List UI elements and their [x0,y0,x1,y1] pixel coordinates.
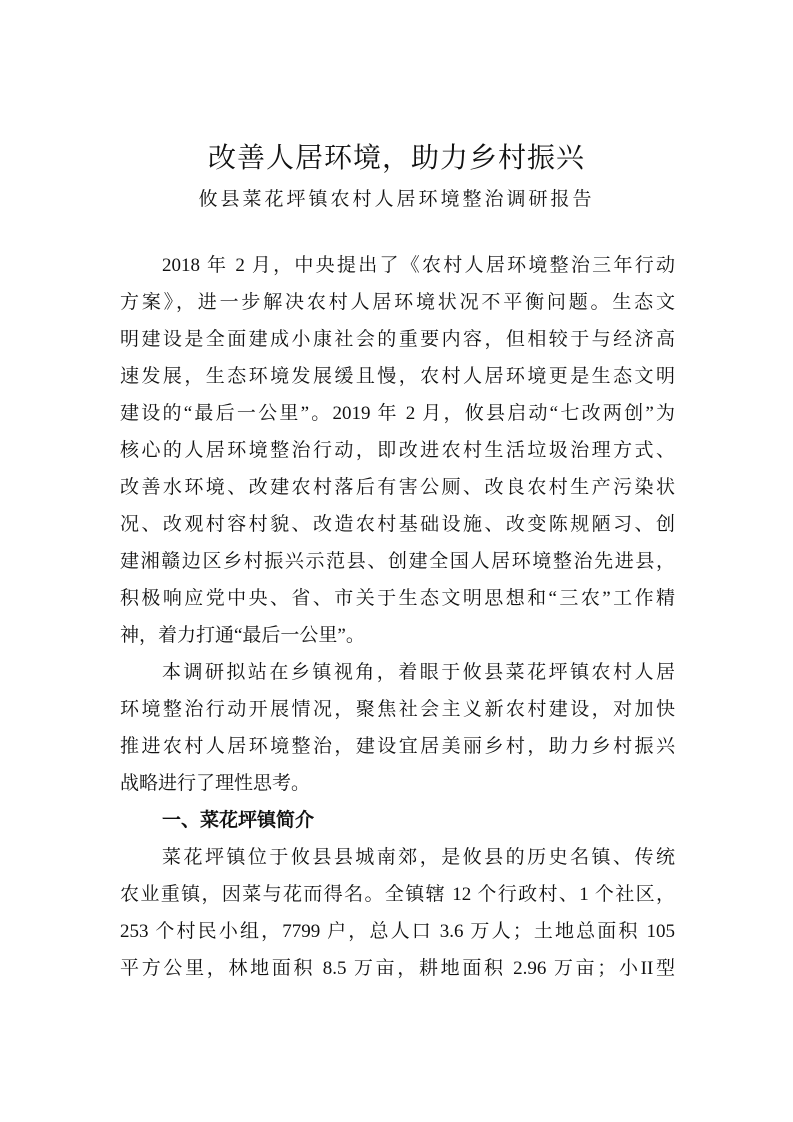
text-line: 神，着力打通“最后一公里”。 [120,625,365,646]
text-line: 方案》，进一步解决农村人居环境状况不平衡问题。生态文 [120,292,675,313]
text-line: 速发展，生态环境发展缓且慢，农村人居环境更是生态文明 [120,366,675,387]
text-line: 明建设是全面建成小康社会的重要内容，但相较于与经济高 [120,329,675,350]
text-line: 本调研拟站在乡镇视角，着眼于攸县菜花坪镇农村人居 [162,662,675,683]
text-line: 改善水环境、改建农村落后有害公厕、改良农村生产污染状 [120,477,675,498]
text-line: 建湘赣边区乡村振兴示范县、创建全国人居环境整治先进县， [120,551,675,572]
text-line: 环境整治行动开展情况，聚焦社会主义新农村建设，对加快 [120,699,675,720]
section-heading: 一、菜花坪镇简介 [162,810,315,831]
text-line: 平方公里，林地面积 8.5 万亩，耕地面积 2.96 万亩；小II型 [120,958,675,979]
text-line: 况、改观村容村貌、改造农村基础设施、改变陈规陋习、创 [120,514,675,535]
text-line: 积极响应党中央、省、市关于生态文明思想和“三农”工作精 [120,588,675,609]
text-line: 253 个村民小组，7799 户，总人口 3.6 万人；土地总面积 105 [120,921,675,942]
text-line: 战略进行了理性思考。 [120,773,311,794]
text-line: 建设的“最后一公里”。2019 年 2 月，攸县启动“七改两创”为 [120,403,675,424]
text-line: 核心的人居环境整治行动，即改进农村生活垃圾治理方式、 [120,440,675,461]
text-line: 农业重镇，因菜与花而得名。全镇辖 12 个行政村、1 个社区， [120,884,675,905]
document-subtitle: 攸县菜花坪镇农村人居环境整治调研报告 [198,189,595,210]
text-line: 2018 年 2 月，中央提出了《农村人居环境整治三年行动 [162,255,675,276]
text-line: 菜花坪镇位于攸县县城南郊，是攸县的历史名镇、传统 [162,847,675,868]
document-title: 改善人居环境，助力乡村振兴 [207,143,585,174]
text-line: 推进农村人居环境整治，建设宜居美丽乡村，助力乡村振兴 [120,736,675,757]
